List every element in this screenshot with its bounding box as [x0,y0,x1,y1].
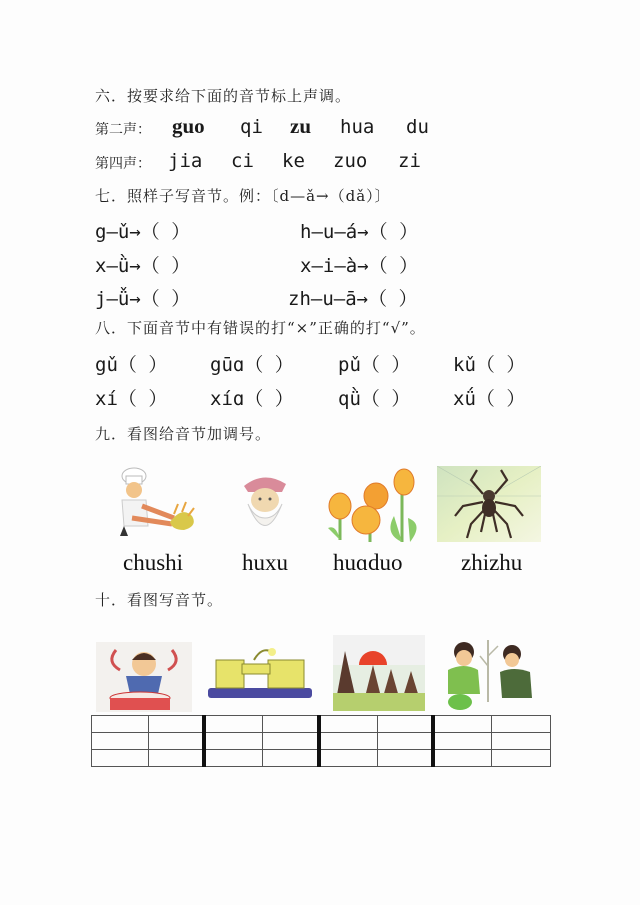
check-item-3: pǔ（ ） [338,354,411,376]
spelling-row-2-right: x—i—à→（ ） [300,255,419,277]
machine-tool-icon [206,646,314,700]
grid-row [92,733,551,750]
syllable-ci: ci [231,150,254,172]
syllable-guo: guo [172,114,205,138]
section10-heading: 十．看图写音节。 [95,591,224,609]
check-item-1: gǔ（ ） [95,354,168,376]
section6-heading: 六．按要求给下面的音节标上声调。 [95,87,352,105]
grid-cell[interactable] [204,733,262,750]
spelling-row-3-left: j—ǚ→（ ） [95,288,191,310]
children-planting-tree-icon [440,636,540,714]
forest-sunset-icon [333,635,425,711]
spelling-row-2-left: x—ǜ→（ ） [95,255,191,277]
grid-cell[interactable] [377,733,433,750]
picture-label-zhizhu: zhizhu [461,550,523,575]
grid-cell[interactable] [377,716,433,733]
grid-cell[interactable] [263,733,319,750]
fourth-tone-label: 第四声： [95,156,151,172]
grid-row [92,750,551,767]
syllable-jia: jia [168,150,203,172]
grid-cell[interactable] [319,750,377,767]
syllable-ke: ke [282,150,305,172]
grid-cell[interactable] [433,716,491,733]
picture-label-chushi: chushi [123,550,184,575]
syllable-zuo: zuo [333,150,368,172]
section9-heading: 九．看图给音节加调号。 [95,425,272,443]
grid-cell[interactable] [92,716,149,733]
syllable-qi: qi [240,116,263,138]
grid-cell[interactable] [319,716,377,733]
grid-cell[interactable] [148,750,204,767]
picture-label-huaduo: huɑduo [333,550,403,575]
second-tone-label: 第二声： [95,122,151,138]
grid-cell[interactable] [92,750,149,767]
grid-cell[interactable] [319,733,377,750]
picture-label-huxu: huxu [242,550,288,575]
grid-cell[interactable] [92,733,149,750]
old-man-beard-icon [236,472,294,542]
pinyin-writing-grid [91,715,551,767]
spider-icon [437,466,541,542]
grid-cell[interactable] [263,750,319,767]
check-item-8: xǘ（ ） [453,388,526,410]
section8-heading: 八．下面音节中有错误的打“×”正确的打“√”。 [95,319,426,337]
check-item-7: qǜ（ ） [338,388,411,410]
check-item-5: xí（ ） [95,388,168,410]
chef-cooking-icon [112,466,207,538]
syllable-du: du [406,116,429,138]
syllable-zu: zu [290,114,311,138]
grid-cell[interactable] [492,750,551,767]
child-drum-icon [96,642,192,712]
spelling-row-1-left: g—ǔ→（ ） [95,221,191,243]
grid-cell[interactable] [148,716,204,733]
grid-cell[interactable] [263,716,319,733]
grid-cell[interactable] [377,750,433,767]
grid-cell[interactable] [204,716,262,733]
syllable-zi: zi [398,150,421,172]
syllable-hua: hua [340,116,375,138]
grid-cell[interactable] [204,750,262,767]
grid-cell[interactable] [148,733,204,750]
spelling-row-1-right: h—u—á→（ ） [300,221,419,243]
check-item-6: xíɑ（ ） [210,388,294,410]
tulips-icon [324,464,428,544]
grid-cell[interactable] [433,733,491,750]
check-item-2: gūɑ（ ） [210,354,294,376]
spelling-row-3-right: zh—u—ā→（ ） [288,288,418,310]
grid-cell[interactable] [492,716,551,733]
section7-heading: 七．照样子写音节。例：〔d—ǎ→（dǎ）〕 [95,187,391,205]
grid-cell[interactable] [492,733,551,750]
grid-row [92,716,551,733]
grid-cell[interactable] [433,750,491,767]
check-item-4: kǔ（ ） [453,354,526,376]
